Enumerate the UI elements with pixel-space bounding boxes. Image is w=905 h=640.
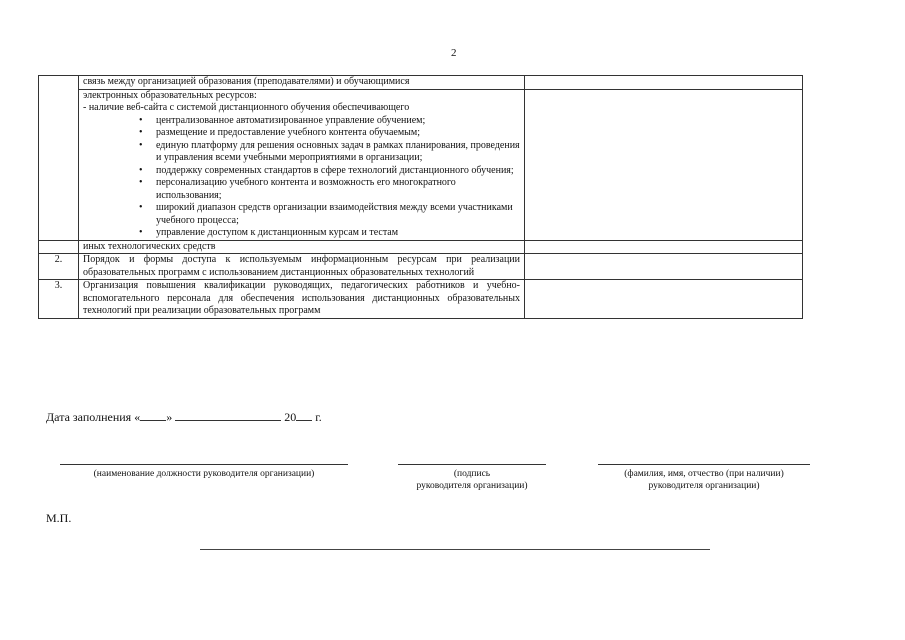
list-item — [139, 227, 520, 240]
bullet-icon: • — [139, 114, 143, 126]
blank-cell — [525, 240, 803, 254]
name-caption-line: (фамилия, имя, отчество (при наличии) — [624, 469, 784, 479]
name-caption — [590, 468, 818, 492]
list-item-text: широкий диапазон средств организации взаимодействия между всеми участниками учебного процесса; — [156, 202, 513, 226]
bullet-icon: • — [139, 227, 143, 238]
position-caption: (наименование должности руководителя организации) — [93, 469, 315, 479]
resources-heading: электронных образовательных ресурсов: — [83, 89, 257, 101]
day-field[interactable] — [140, 409, 166, 421]
list-item — [139, 164, 520, 178]
blank-cell — [525, 254, 803, 280]
list-item — [139, 139, 520, 165]
row-number-cell: 2. — [39, 254, 79, 280]
row-number-cell — [39, 76, 79, 241]
requirements-table — [38, 75, 803, 319]
fill-date-line — [46, 409, 322, 425]
table-row — [39, 280, 803, 319]
fill-date-label: Дата заполнения « — [46, 410, 141, 424]
fragment-text-cell: связь между организацией образования (преподавателями) и обучающимися — [79, 76, 525, 90]
bullet-icon: • — [139, 177, 143, 188]
resources-cell — [79, 89, 525, 240]
blank-cell — [525, 89, 803, 240]
row-number-cell — [39, 240, 79, 254]
fill-date-close-quote: » — [166, 410, 173, 424]
table-row — [39, 254, 803, 280]
year-suffix: г. — [312, 410, 322, 424]
name-caption-line: руководителя организации) — [648, 481, 760, 491]
signature-line[interactable] — [398, 464, 546, 465]
year-field[interactable] — [296, 409, 312, 421]
list-item — [139, 202, 520, 227]
signature-caption-line: руководителя организации) — [416, 481, 528, 491]
resources-bullet-list — [83, 115, 520, 240]
list-item-text: управление доступом к дистанционным курсам и тестам — [156, 227, 399, 238]
bullet-icon: • — [139, 164, 143, 176]
position-signature-line[interactable] — [60, 464, 348, 465]
list-item-text: единую платформу для решения основных задач в рамках планирования, проведения и управления всеми учебными мероприятиями в организации; — [156, 139, 520, 163]
month-field[interactable] — [175, 409, 281, 421]
resources-lead: - наличие веб-сайта с системой дистанционного обучения обеспечивающего — [83, 102, 410, 113]
row-number-cell: 3. — [39, 280, 79, 319]
list-item — [139, 177, 520, 202]
name-signature-line[interactable] — [598, 464, 810, 465]
blank-cell — [525, 280, 803, 319]
bottom-rule — [200, 549, 710, 550]
bullet-icon: • — [139, 139, 143, 151]
table-row — [39, 76, 803, 90]
year-prefix: 20 — [284, 410, 297, 424]
bullet-icon: • — [139, 127, 143, 138]
list-item — [139, 127, 520, 140]
list-item-text: централизованное автоматизированное управление обучением; — [156, 114, 426, 126]
row-text-cell: Организация повышения квалификации руководящих, педагогических работников и учебно-вспомогательного персонала для обеспечения использования дистанционных образовательных технологий при реализации образовательных программ — [79, 280, 525, 319]
list-item — [139, 114, 520, 128]
list-item-text: персонализацию учебного контента и возможность его многократного использования; — [156, 177, 456, 201]
table-row — [39, 89, 803, 240]
list-item-text: размещение и предоставление учебного контента обучаемым; — [156, 127, 420, 138]
table-row — [39, 240, 803, 254]
signature-caption — [390, 468, 554, 492]
blank-cell — [525, 76, 803, 90]
bullet-icon: • — [139, 202, 143, 213]
other-tech-cell: иных технологических средств — [79, 240, 525, 254]
page-number: 2 — [451, 47, 457, 59]
list-item-text: поддержку современных стандартов в сфере технологий дистанционного обучения; — [156, 164, 514, 176]
stamp-label: М.П. — [46, 511, 72, 525]
row-text-cell: Порядок и формы доступа к используемым информационным ресурсам при реализации образовательных программ с использованием дистанционных образовательных технологий — [79, 254, 525, 280]
signature-caption-line: (подпись — [453, 469, 491, 479]
